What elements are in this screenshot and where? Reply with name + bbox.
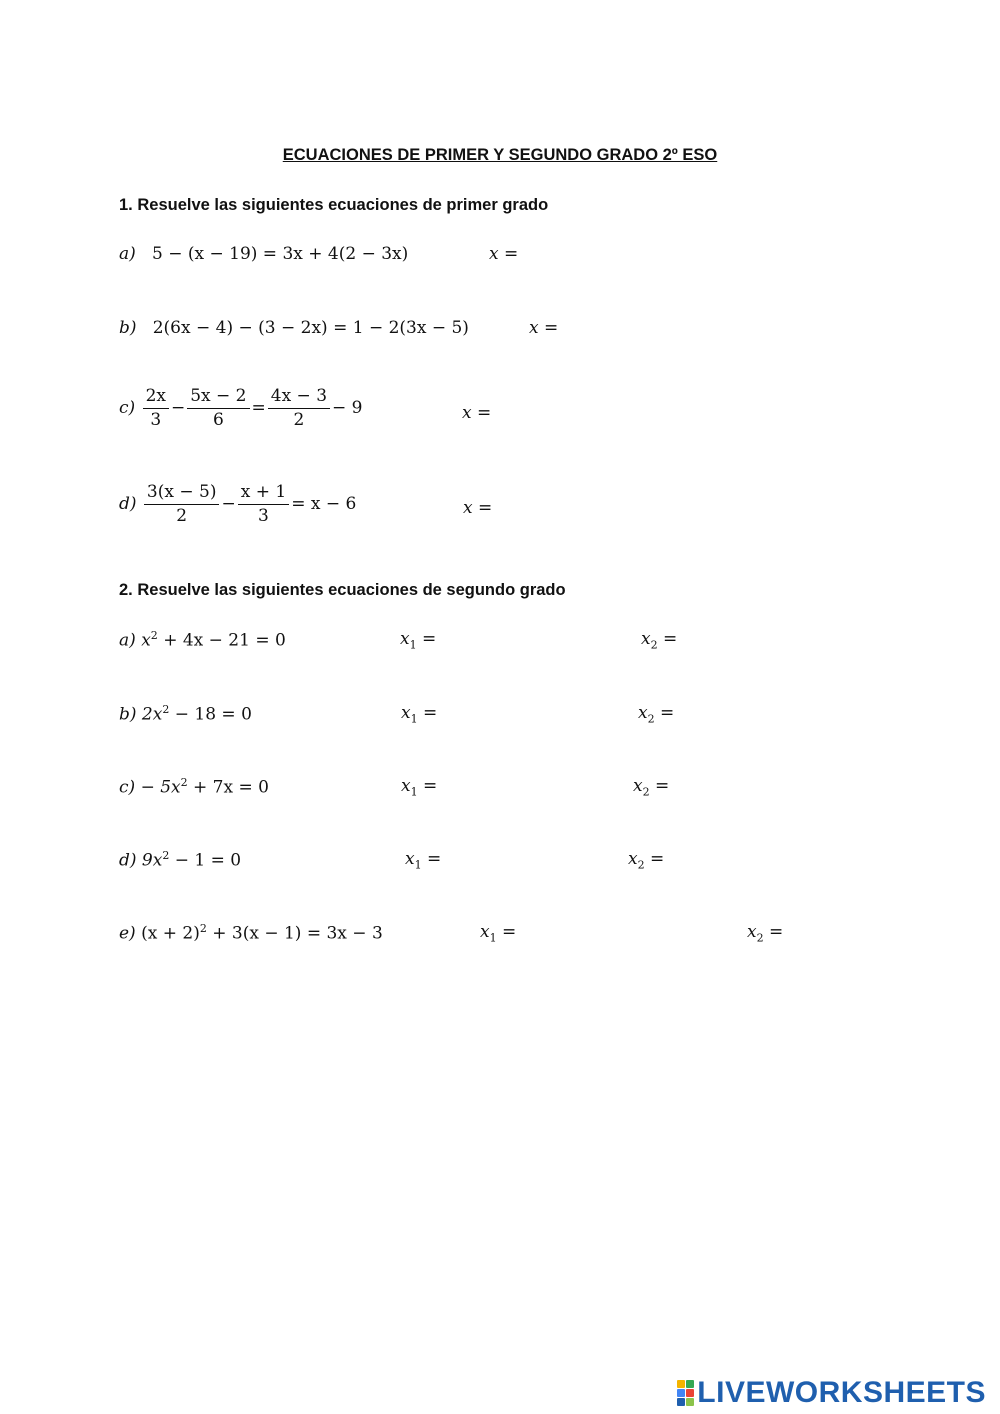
logo-tile xyxy=(686,1380,694,1388)
answer-2c-x1[interactable]: $x_1$ = xyxy=(401,776,438,799)
logo-tile xyxy=(677,1398,685,1406)
fraction: $\frac{x + 1}{3}$ xyxy=(238,484,289,525)
equation-2a: a) $x^2 + 4x - 21 = 0$ xyxy=(119,629,286,651)
section-1-heading xyxy=(119,196,548,215)
logo-tile xyxy=(686,1389,694,1397)
answer-2b-x1[interactable]: $x_1$ = xyxy=(401,703,438,726)
section-2-text: Resuelve las siguientes ecuaciones de segundo grado xyxy=(137,581,566,599)
equation-1b-text: 2(6x − 4) − (3 − 2x) = 1 − 2(3x − 5) xyxy=(152,318,469,338)
answer-1a[interactable]: x = xyxy=(489,244,519,264)
equation-2d: d) $9x^2 - 1 = 0$ xyxy=(119,849,242,871)
logo-tile xyxy=(677,1389,685,1397)
answer-2b-x2[interactable]: $x_2$ = xyxy=(638,703,675,726)
logo-tile xyxy=(677,1380,685,1388)
section-1-number: 1. xyxy=(119,196,133,214)
equation-1a-text: 5 − (x − 19) = 3x + 4(2 − 3x) xyxy=(152,244,409,264)
fraction: $\frac{5x - 2}{6}$ xyxy=(187,388,249,429)
answer-1c[interactable]: x = xyxy=(462,403,492,423)
section-2-number: 2. xyxy=(119,581,133,599)
equation-1d: d) $\frac{3(x - 5)}{2}$ − $\frac{x + 1}{3}$ = x − 6 xyxy=(119,482,357,526)
answer-2a-x2[interactable]: $x_2$ = xyxy=(641,629,678,652)
equation-2e: e) $(x + 2)^2 + 3(x - 1) = 3x - 3$ xyxy=(119,922,383,944)
liveworksheets-logo[interactable] xyxy=(677,1376,986,1410)
section-2-heading xyxy=(119,581,566,600)
answer-2d-x2[interactable]: $x_2$ = xyxy=(628,849,665,872)
answer-2e-x1[interactable]: $x_1$ = xyxy=(480,922,517,945)
answer-2a-x1[interactable]: $x_1$ = xyxy=(400,629,437,652)
equation-1b: b) 2(6x − 4) − (3 − 2x) = 1 − 2(3x − 5) xyxy=(119,318,469,338)
answer-2e-x2[interactable]: $x_2$ = xyxy=(747,922,784,945)
equation-1a: a) 5 − (x − 19) = 3x + 4(2 − 3x) xyxy=(119,244,409,264)
page-title: ECUACIONES DE PRIMER Y SEGUNDO GRADO 2º ESO xyxy=(282,146,718,164)
fraction: $\frac{2x}{3}$ xyxy=(143,388,169,429)
section-1-text: Resuelve las siguientes ecuaciones de primer grado xyxy=(137,196,549,214)
answer-2c-x2[interactable]: $x_2$ = xyxy=(633,776,670,799)
fraction: $\frac{4x - 3}{2}$ xyxy=(268,388,330,429)
equation-2c: $c) - 5x^2 + 7x = 0$ xyxy=(119,776,269,798)
equation-1c: c) $\frac{2x}{3}$ − $\frac{5x - 2}{6}$ = $\frac{4x - 3}{2}$ − 9 xyxy=(119,386,363,430)
answer-1b[interactable]: x = xyxy=(529,318,559,338)
logo-text: LIVEWORKSHEETS xyxy=(697,1376,986,1409)
logo-mark-icon xyxy=(677,1380,694,1406)
logo-tile xyxy=(686,1398,694,1406)
equation-2b: b) $2x^2 - 18 = 0$ xyxy=(119,703,252,725)
answer-1d[interactable]: x = xyxy=(463,498,493,518)
fraction: $\frac{3(x - 5)}{2}$ xyxy=(144,484,220,525)
answer-2d-x1[interactable]: $x_1$ = xyxy=(405,849,442,872)
